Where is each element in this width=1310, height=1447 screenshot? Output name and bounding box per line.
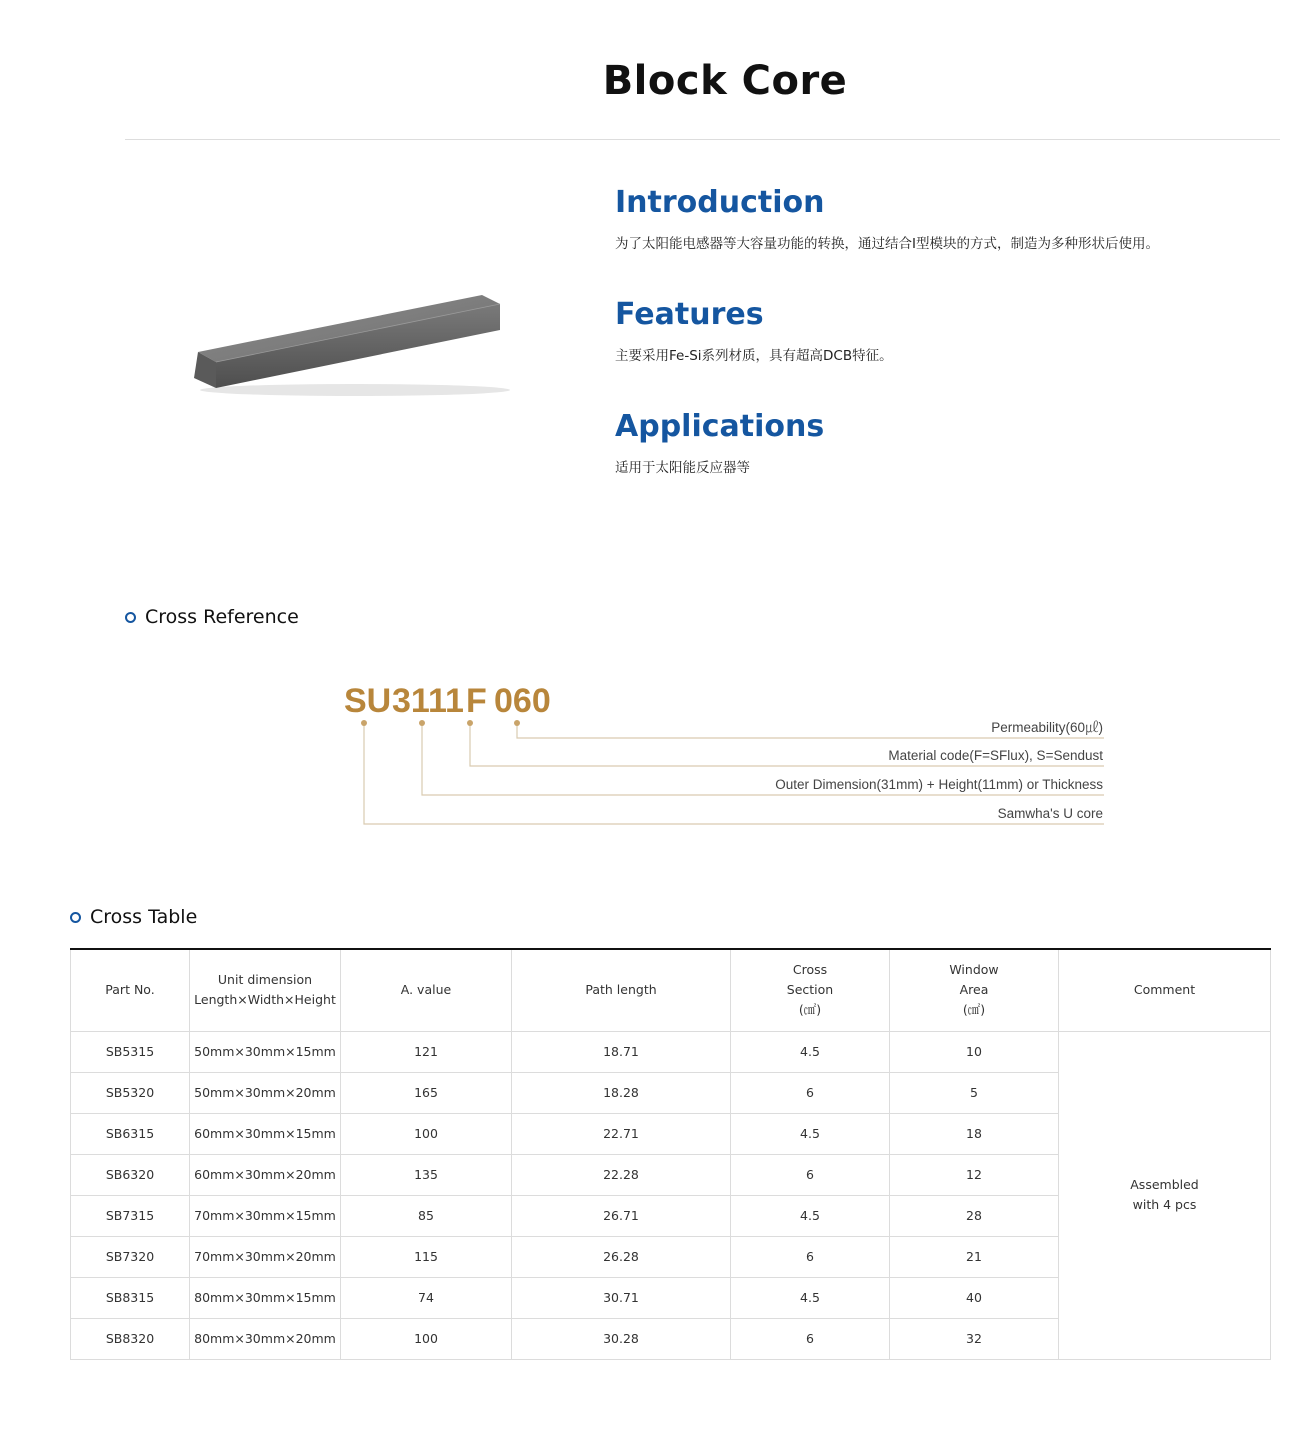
cell-dimension: 50mm×30mm×20mm [190,1072,341,1113]
cell-a-value: 135 [341,1154,512,1195]
cell-path-length: 18.28 [512,1072,731,1113]
cell-dimension: 60mm×30mm×15mm [190,1113,341,1154]
cell-part-no: SB7315 [71,1195,190,1236]
cell-a-value: 85 [341,1195,512,1236]
cell-a-value: 165 [341,1072,512,1113]
cell-dimension: 80mm×30mm×20mm [190,1318,341,1359]
code-part-material: F [466,682,487,720]
cell-dimension: 60mm×30mm×20mm [190,1154,341,1195]
header-a-value: A. value [341,949,512,1031]
cell-a-value: 115 [341,1236,512,1277]
cell-dimension: 50mm×30mm×15mm [190,1031,341,1072]
cell-path-length: 26.71 [512,1195,731,1236]
bullet-circle-icon [125,612,136,623]
bullet-circle-icon [70,912,81,923]
title-divider [125,139,1280,140]
label-core: Samwha's U core [997,806,1103,821]
header-cross-section: Cross Section (㎠) [731,949,890,1031]
cell-window-area: 32 [890,1318,1059,1359]
cell-a-value: 121 [341,1031,512,1072]
cell-cross-section: 6 [731,1318,890,1359]
header-comment: Comment [1059,949,1271,1031]
cross-table [70,948,1271,1360]
cell-path-length: 18.71 [512,1031,731,1072]
cell-cross-section: 6 [731,1072,890,1113]
cell-path-length: 22.28 [512,1154,731,1195]
cell-window-area: 21 [890,1236,1059,1277]
cell-a-value: 74 [341,1277,512,1318]
cell-part-no: SB6320 [71,1154,190,1195]
cell-path-length: 26.28 [512,1236,731,1277]
cell-window-area: 5 [890,1072,1059,1113]
cross-reference-diagram [330,670,1130,840]
cell-window-area: 28 [890,1195,1059,1236]
introduction-heading: Introduction [615,185,825,220]
code-part-dimension: 3111 [392,682,464,720]
cell-dimension: 70mm×30mm×20mm [190,1236,341,1277]
cell-dimension: 80mm×30mm×15mm [190,1277,341,1318]
code-part-su: SU [344,682,392,720]
cell-part-no: SB8315 [71,1277,190,1318]
header-unit-dimension: Unit dimension Length×Width×Height [190,949,341,1031]
cell-comment: Assembled with 4 pcs [1059,1031,1271,1359]
cell-window-area: 10 [890,1031,1059,1072]
cell-cross-section: 4.5 [731,1113,890,1154]
cell-part-no: SB7320 [71,1236,190,1277]
cross-table-title [70,906,197,928]
cell-cross-section: 4.5 [731,1277,890,1318]
introduction-text: 为了太阳能电感器等大容量功能的转换，通过结合I型模块的方式，制造为多种形状后使用。 [615,236,1159,252]
label-dimension: Outer Dimension(31mm) + Height(11mm) or Thickness [775,777,1103,792]
cell-path-length: 30.28 [512,1318,731,1359]
features-text: 主要采用Fe-Si系列材质，具有超高DCB特征。 [615,348,893,364]
header-part-no: Part No. [71,949,190,1031]
cell-part-no: SB8320 [71,1318,190,1359]
label-permeability: Permeability(60㎕) [991,720,1103,735]
applications-section [615,409,1295,477]
label-material: Material code(F=SFlux), S=Sendust [888,748,1103,763]
page-title: Block Core [602,58,848,104]
table-header-row [71,949,1271,1031]
cross-table-title-text: Cross Table [90,906,198,928]
cell-cross-section: 6 [731,1236,890,1277]
cross-reference-title-text: Cross Reference [145,606,299,628]
cell-window-area: 12 [890,1154,1059,1195]
cell-cross-section: 4.5 [731,1031,890,1072]
features-section [615,297,1295,365]
cell-a-value: 100 [341,1318,512,1359]
cell-window-area: 40 [890,1277,1059,1318]
introduction-section [615,185,1295,253]
cell-cross-section: 4.5 [731,1195,890,1236]
applications-heading: Applications [615,409,825,444]
block-core-product-image [180,280,520,410]
cell-window-area: 18 [890,1113,1059,1154]
cell-path-length: 30.71 [512,1277,731,1318]
table-row [71,1031,1271,1072]
applications-text: 适用于太阳能反应器等 [615,460,750,476]
cell-dimension: 70mm×30mm×15mm [190,1195,341,1236]
code-part-permeability: 060 [494,682,551,720]
cell-part-no: SB6315 [71,1113,190,1154]
cell-path-length: 22.71 [512,1113,731,1154]
cross-reference-title [125,606,299,628]
cell-part-no: SB5320 [71,1072,190,1113]
cell-cross-section: 6 [731,1154,890,1195]
features-heading: Features [615,297,764,332]
header-path-length: Path length [512,949,731,1031]
header-window-area: Window Area (㎠) [890,949,1059,1031]
cell-part-no: SB5315 [71,1031,190,1072]
cell-a-value: 100 [341,1113,512,1154]
